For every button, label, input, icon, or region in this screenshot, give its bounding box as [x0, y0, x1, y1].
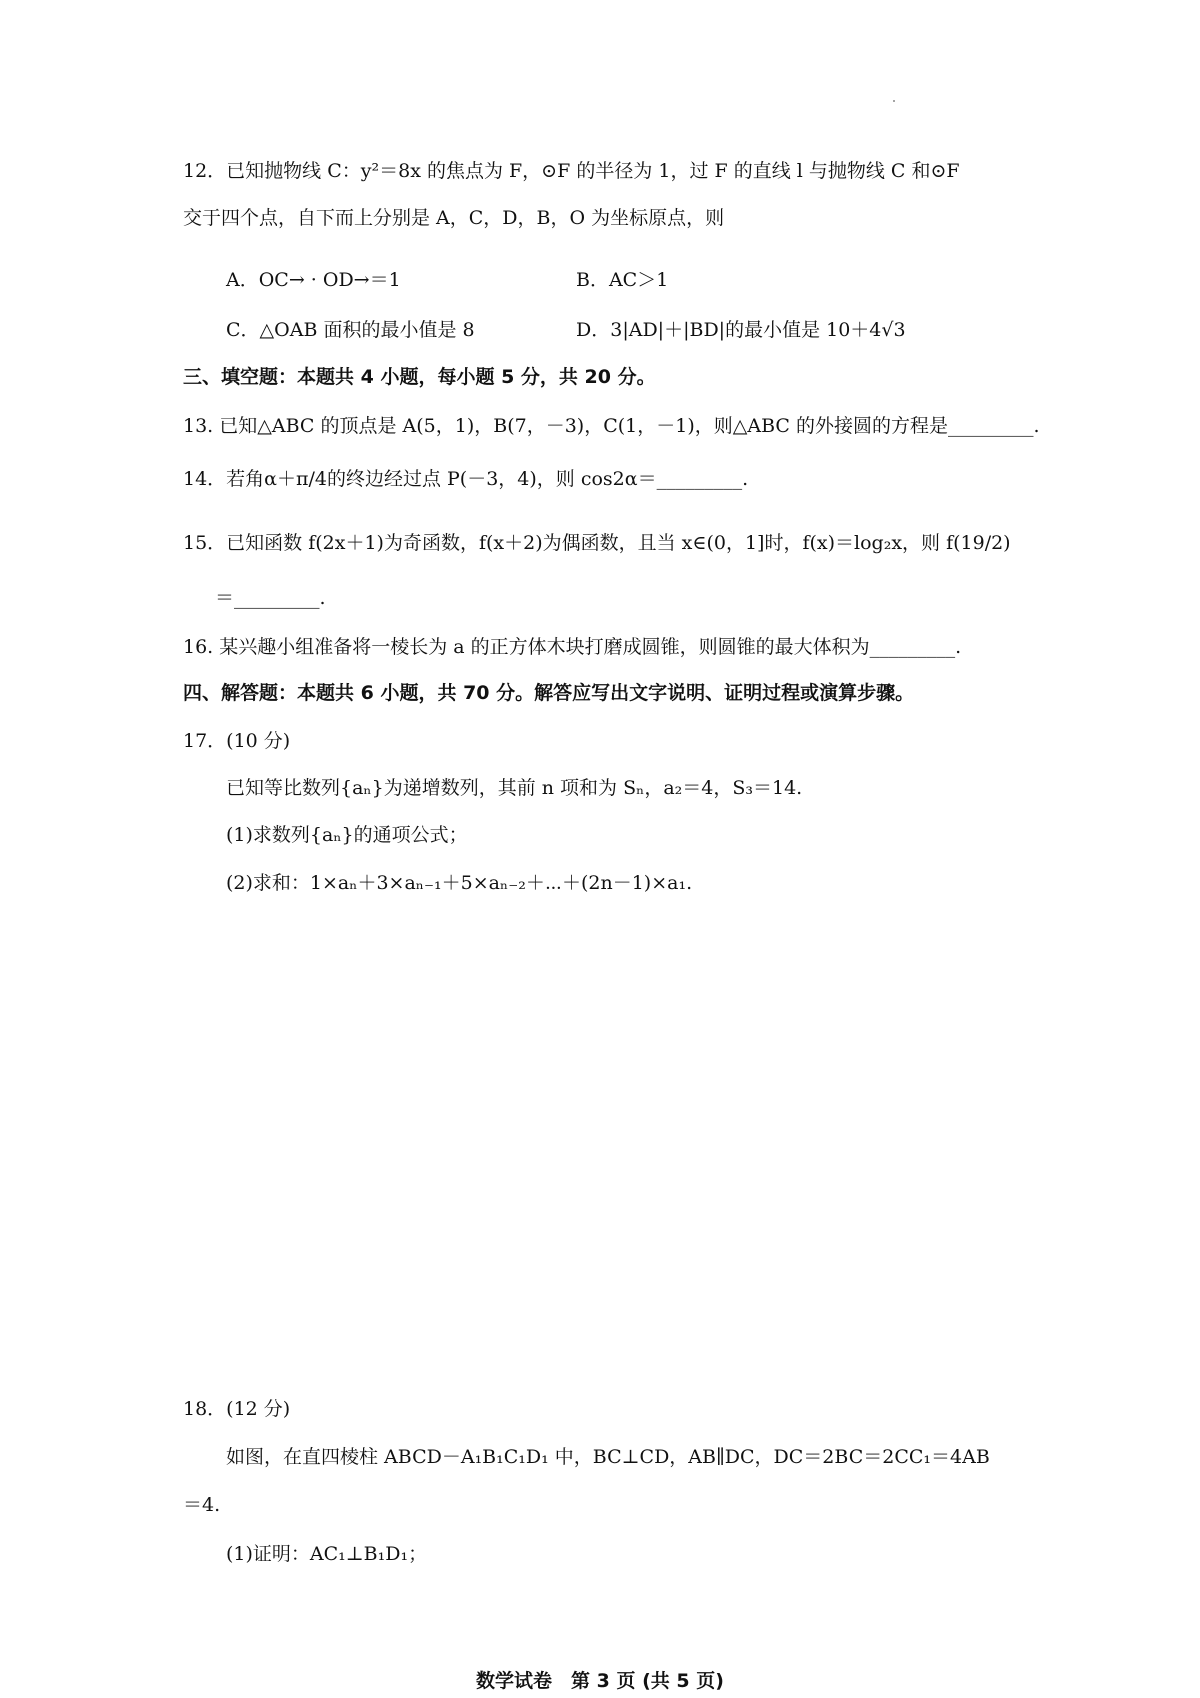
scan-speck: [893, 100, 895, 102]
q12-line1: 12．已知抛物线 C：y²＝8x 的焦点为 F，⊙F 的半径为 1，过 F 的直线 l 与抛物线 C 和⊙F: [183, 160, 960, 182]
section-4-heading: 四、解答题：本题共 6 小题，共 70 分。解答应写出文字说明、证明过程或演算步骤。: [183, 682, 915, 704]
q17-part2: (2)求和：1×aₙ＋3×aₙ₋₁＋5×aₙ₋₂＋⋯＋(2n－1)×a₁.: [226, 872, 693, 894]
q15-line2: ＝_________.: [215, 587, 326, 609]
q15-line1: 15．已知函数 f(2x＋1)为奇函数，f(x＋2)为偶函数，且当 x∈(0，1]时，f(x)＝log₂x，则 f(19/2): [183, 532, 1011, 554]
q13: 13. 已知△ABC 的顶点是 A(5，1)，B(7，－3)，C(1，－1)，则△ABC 的外接圆的方程是_________.: [183, 415, 1040, 437]
q17-stem: 已知等比数列{aₙ}为递增数列，其前 n 项和为 Sₙ，a₂＝4，S₃＝14.: [226, 777, 803, 799]
q18-stem-line2: ＝4.: [183, 1494, 221, 1516]
q18-stem-line1: 如图，在直四棱柱 ABCD－A₁B₁C₁D₁ 中，BC⊥CD，AB∥DC，DC＝2BC＝2CC₁＝4AB: [226, 1446, 990, 1468]
q18-heading: 18．(12 分): [183, 1398, 291, 1420]
page-footer: 数学试卷 第 3 页 (共 5 页): [476, 1670, 724, 1692]
q12-option-c: C．△OAB 面积的最小值是 8: [226, 319, 475, 341]
q12-option-d: D．3|AD|＋|BD|的最小值是 10＋4√3: [576, 319, 906, 341]
q16: 16. 某兴趣小组准备将一棱长为 a 的正方体木块打磨成圆锥，则圆锥的最大体积为_________.: [183, 636, 962, 658]
q17-heading: 17．(10 分): [183, 730, 291, 752]
q12-option-b: B．AC＞1: [576, 269, 669, 291]
q18-part1: (1)证明：AC₁⊥B₁D₁；: [226, 1543, 428, 1565]
q17-part1: (1)求数列{aₙ}的通项公式；: [226, 824, 468, 846]
section-3-heading: 三、填空题：本题共 4 小题，每小题 5 分，共 20 分。: [183, 366, 656, 388]
q12-option-a: A．OC→ · OD→＝1: [226, 269, 401, 291]
q12-line2: 交于四个点，自下而上分别是 A，C，D，B，O 为坐标原点，则: [183, 207, 725, 229]
q14: 14．若角α＋π/4的终边经过点 P(－3，4)，则 cos2α＝_________.: [183, 468, 749, 490]
